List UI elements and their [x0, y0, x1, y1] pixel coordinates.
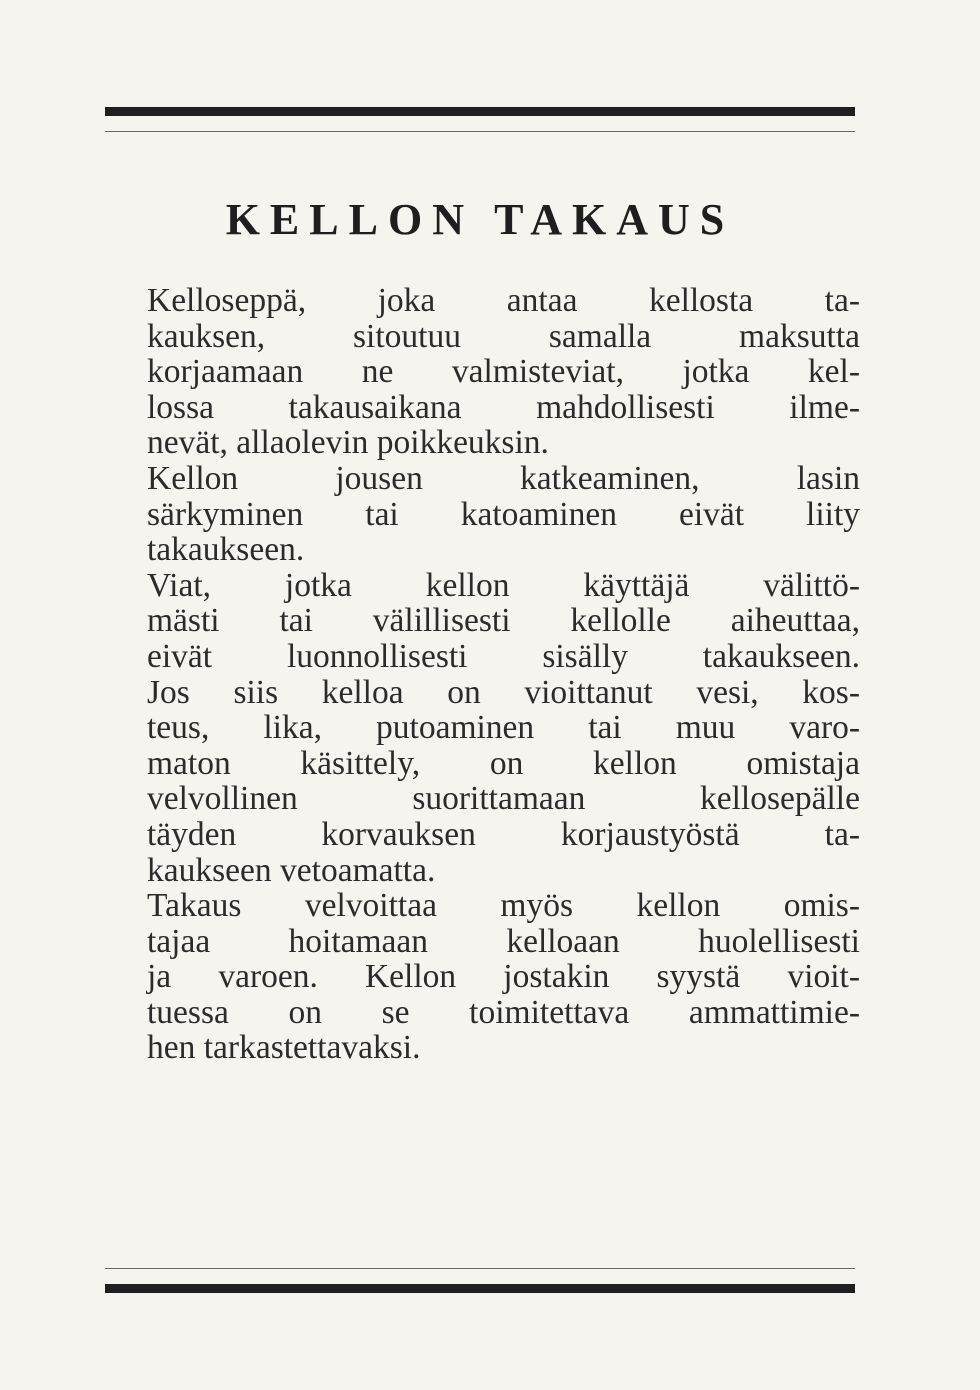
paragraph-line: lossa takausaikana mahdollisesti ilme- — [147, 388, 860, 426]
paragraph-line: mästi tai välillisesti kellolle aiheuttaa, — [147, 602, 860, 640]
paragraph-line: maton käsittely, on kellon omistaja — [147, 744, 860, 782]
paragraph-line: kauksen, sitoutuu samalla maksutta — [147, 317, 860, 355]
paragraph-3 — [107, 568, 860, 888]
paragraph-line: Kellon jousen katkeaminen, lasin — [147, 459, 860, 497]
paragraph-4 — [107, 888, 860, 1066]
paragraph-line: nevät, allaolevin poikkeuksin. — [147, 424, 549, 462]
paragraph-line: särkyminen tai katoaminen eivät liity — [147, 495, 860, 533]
paragraph-line: Viat, jotka kellon käyttäjä välittö- — [147, 566, 860, 604]
paragraph-line: Takaus velvoittaa myös kellon omis- — [147, 887, 860, 925]
top-thin-rule — [105, 131, 855, 132]
paragraph-1 — [107, 283, 860, 461]
paragraph-line: täyden korvauksen korjaustyöstä ta- — [147, 815, 860, 853]
bottom-thick-rule — [105, 1284, 855, 1293]
paragraph-line: velvollinen suorittamaan kellosepälle — [147, 780, 860, 818]
paragraph-line: tuessa on se toimitettava ammattimie- — [147, 993, 860, 1031]
paragraph-line: tajaa hoitamaan kelloaan huolellisesti — [147, 922, 860, 960]
paragraph-line: hen tarkastettavaksi. — [147, 1029, 421, 1067]
bottom-thin-rule — [105, 1268, 855, 1269]
top-thick-rule — [105, 107, 855, 116]
paragraph-line: teus, lika, putoaminen tai muu varo- — [147, 709, 860, 747]
page-title: KELLON TAKAUS — [225, 195, 735, 244]
paragraph-line: Jos siis kelloa on vioittanut vesi, kos- — [147, 673, 860, 711]
paragraph-line: kaukseen vetoamatta. — [147, 851, 436, 889]
paragraph-line: eivät luonnollisesti sisälly takaukseen. — [147, 637, 860, 675]
paragraph-2 — [107, 461, 860, 568]
paragraph-line: Kelloseppä, joka antaa kellosta ta- — [147, 282, 860, 319]
body-text — [107, 283, 860, 1066]
paragraph-line: takaukseen. — [147, 531, 305, 569]
paragraph-line: ja varoen. Kellon jostakin syystä vioit- — [147, 958, 860, 996]
paragraph-line: korjaamaan ne valmisteviat, jotka kel- — [147, 353, 860, 391]
